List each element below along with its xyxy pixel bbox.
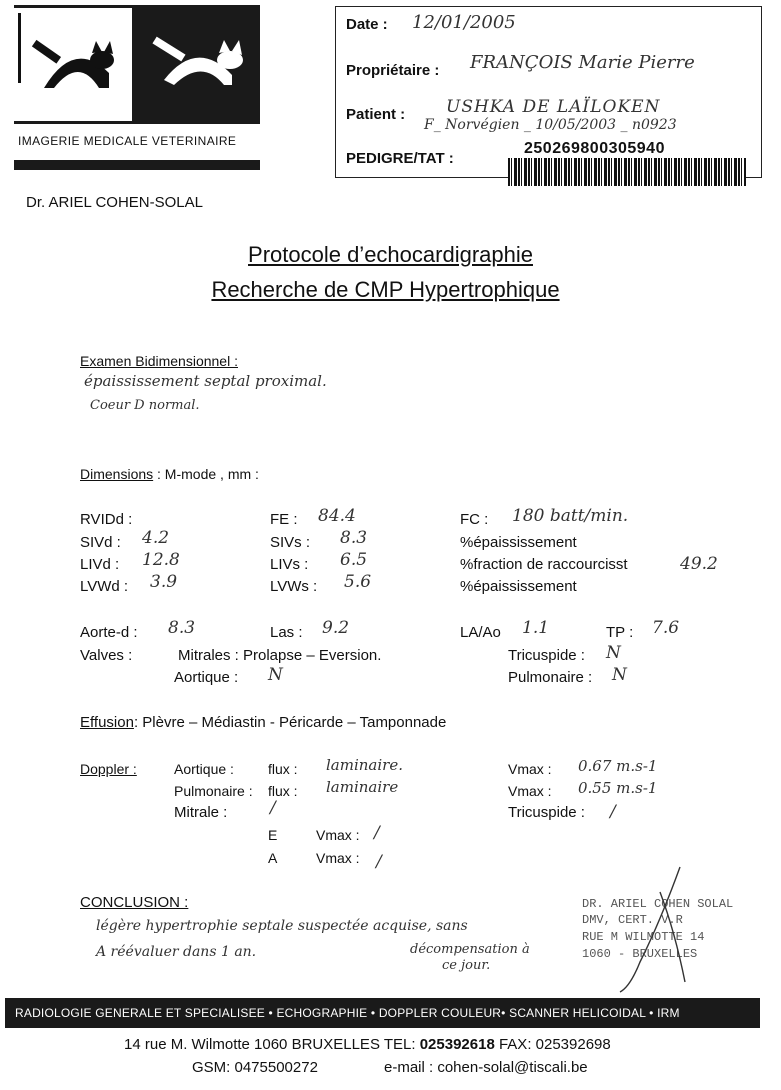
doctor-name: Dr. ARIEL COHEN-SOLAL — [26, 194, 203, 211]
footer-fax: FAX: 025392698 — [498, 1036, 611, 1053]
stamp-line-3: RUE M WILMOTTE 14 — [582, 930, 705, 944]
las-value: 9.2 — [322, 618, 350, 638]
date-label: Date : — [346, 16, 388, 33]
sivd-value: 4.2 — [142, 528, 170, 548]
aortic-value: N — [268, 665, 283, 685]
laao-value: 1.1 — [522, 618, 550, 638]
effusion-label: Effusion — [80, 714, 134, 731]
mitral-options: Mitrales : Prolapse – Eversion. — [178, 647, 382, 664]
clinic-logo — [14, 5, 260, 124]
doppler-pulmonary-flux-value: laminaire — [326, 778, 399, 796]
doppler-e-vmax-value: / — [374, 823, 380, 843]
livd-label: LIVd : — [80, 556, 120, 573]
shortening-fraction-value: 49.2 — [680, 554, 718, 574]
lvwd-label: LVWd : — [80, 578, 129, 595]
fc-value: 180 batt/min. — [512, 506, 629, 526]
logo-left-panel — [14, 8, 132, 121]
doppler-aortic-flux-value: laminaire. — [326, 756, 403, 774]
footer-address-line — [124, 1036, 611, 1053]
pulmonary-value: N — [612, 665, 627, 685]
doppler-a-vmax-label: Vmax : — [316, 850, 360, 866]
fe-label: FE : — [270, 511, 298, 528]
doppler-a-label: A — [268, 850, 278, 866]
conclusion-line-2: A réévaluer dans 1 an. — [96, 944, 257, 960]
dimensions-heading — [80, 466, 259, 482]
sivs-value: 8.3 — [340, 528, 368, 548]
logo-caption: IMAGERIE MEDICALE VETERINAIRE — [18, 134, 237, 148]
pedigree-label: PEDIGRE/TAT : — [346, 150, 454, 167]
tp-value: 7.6 — [652, 618, 680, 638]
aortic-label: Aortique : — [174, 669, 239, 686]
lvwd-value: 3.9 — [150, 572, 178, 592]
effusion-options: : Plèvre – Médiastin - Péricarde – Tamponnade — [133, 714, 447, 731]
thickening-label-1: %épaississement — [460, 534, 577, 551]
stamp-line-1: DR. ARIEL COHEN SOLAL — [582, 897, 734, 911]
doppler-tricuspid-label: Tricuspide : — [508, 804, 585, 821]
exam-note-1: épaississement septal proximal. — [84, 372, 327, 390]
tricuspid-label: Tricuspide : — [508, 647, 585, 664]
doppler-pulmonary-vmax-value: 0.55 m.s-1 — [578, 779, 658, 797]
stamp-line-4: 1060 - BRUXELLES — [582, 947, 698, 961]
lvws-value: 5.6 — [344, 572, 372, 592]
conclusion-line-1: légère hypertrophie septale suspectée acquise, sans — [96, 918, 468, 934]
dimensions-unit: : M-mode , mm : — [157, 466, 259, 482]
logo-divider — [14, 160, 260, 170]
conclusion-label: CONCLUSION : — [80, 894, 189, 911]
doppler-a-vmax-value: / — [376, 852, 382, 872]
footer-services: RADIOLOGIE GENERALE ET SPECIALISEE • ECHOGRAPHIE • DOPPLER COULEUR• SCANNER HELICOIDAL • IRM — [15, 1006, 680, 1020]
page-subtitle: Recherche de CMP Hypertrophique — [211, 277, 560, 302]
owner-value: FRANÇOIS Marie Pierre — [470, 52, 695, 73]
page-title: Protocole d’echocardigraphie — [248, 242, 533, 267]
lvws-label: LVWs : — [270, 578, 318, 595]
doppler-aortic-vmax-value: 0.67 m.s-1 — [578, 757, 658, 775]
footer-tel: 025392618 — [419, 1036, 495, 1053]
doppler-pulmonary-flux-label: flux : — [268, 783, 298, 799]
effusion-line — [80, 714, 446, 731]
thickening-label-2: %épaississement — [460, 578, 577, 595]
doppler-tricuspid-value: / — [610, 802, 616, 822]
patient-name: USHKA DE LAÏLOKEN — [446, 97, 661, 117]
conclusion-line-1b: décompensation à — [410, 942, 530, 957]
conclusion-line-1c: ce jour. — [442, 958, 491, 973]
aorte-value: 8.3 — [168, 618, 196, 638]
stamp-line-2: DMV, CERT. V.R — [582, 913, 683, 927]
doppler-label: Doppler : — [80, 761, 137, 777]
patient-label: Patient : — [346, 106, 406, 123]
doppler-e-label: E — [268, 827, 278, 843]
aorte-label: Aorte-d : — [80, 624, 138, 641]
livd-value: 12.8 — [142, 550, 180, 570]
dimensions-label: Dimensions — [80, 466, 154, 482]
cat-white-icon — [142, 20, 254, 110]
fe-value: 84.4 — [318, 506, 356, 526]
footer-email: e-mail : cohen-solal@tiscali.be — [384, 1059, 588, 1076]
laao-label: LA/Ao — [460, 624, 501, 641]
footer-address: 14 rue M. Wilmotte 1060 BRUXELLES TEL: — [124, 1036, 416, 1053]
doppler-aortic-vmax-label: Vmax : — [508, 761, 552, 777]
tp-label: TP : — [606, 624, 634, 641]
patient-details: F_ Norvégien _ 10/05/2003 _ n0923 — [424, 117, 677, 133]
valves-label: Valves : — [80, 647, 133, 664]
owner-label: Propriétaire : — [346, 62, 440, 79]
footer-services-bar — [5, 998, 760, 1028]
doppler-mitral-value: / — [270, 798, 276, 818]
livs-value: 6.5 — [340, 550, 368, 570]
footer-gsm: GSM: 0475500272 — [192, 1059, 318, 1076]
pedigree-number: 250269800305940 — [524, 140, 665, 157]
doppler-mitral-label: Mitrale : — [174, 804, 228, 821]
tricuspid-value: N — [606, 643, 621, 663]
doppler-aortic-label: Aortique : — [174, 761, 234, 777]
doppler-pulmonary-vmax-label: Vmax : — [508, 783, 552, 799]
signature — [600, 862, 700, 1002]
pulmonary-label: Pulmonaire : — [508, 669, 593, 686]
barcode — [508, 158, 746, 186]
cat-silhouette-icon — [14, 8, 132, 121]
date-value: 12/01/2005 — [412, 12, 516, 33]
rvidd-label: RVIDd : — [80, 511, 133, 528]
exam-label: Examen Bidimensionnel : — [80, 353, 238, 369]
exam-note-2: Coeur D normal. — [90, 398, 200, 413]
sivs-label: SIVs : — [270, 534, 311, 551]
shortening-fraction-label: %fraction de raccourcisst — [460, 556, 628, 573]
doppler-e-vmax-label: Vmax : — [316, 827, 360, 843]
livs-label: LIVs : — [270, 556, 309, 573]
fc-label: FC : — [460, 511, 489, 528]
las-label: Las : — [270, 624, 303, 641]
doppler-pulmonary-label: Pulmonaire : — [174, 783, 253, 799]
sivd-label: SIVd : — [80, 534, 121, 551]
doppler-aortic-flux-label: flux : — [268, 761, 298, 777]
